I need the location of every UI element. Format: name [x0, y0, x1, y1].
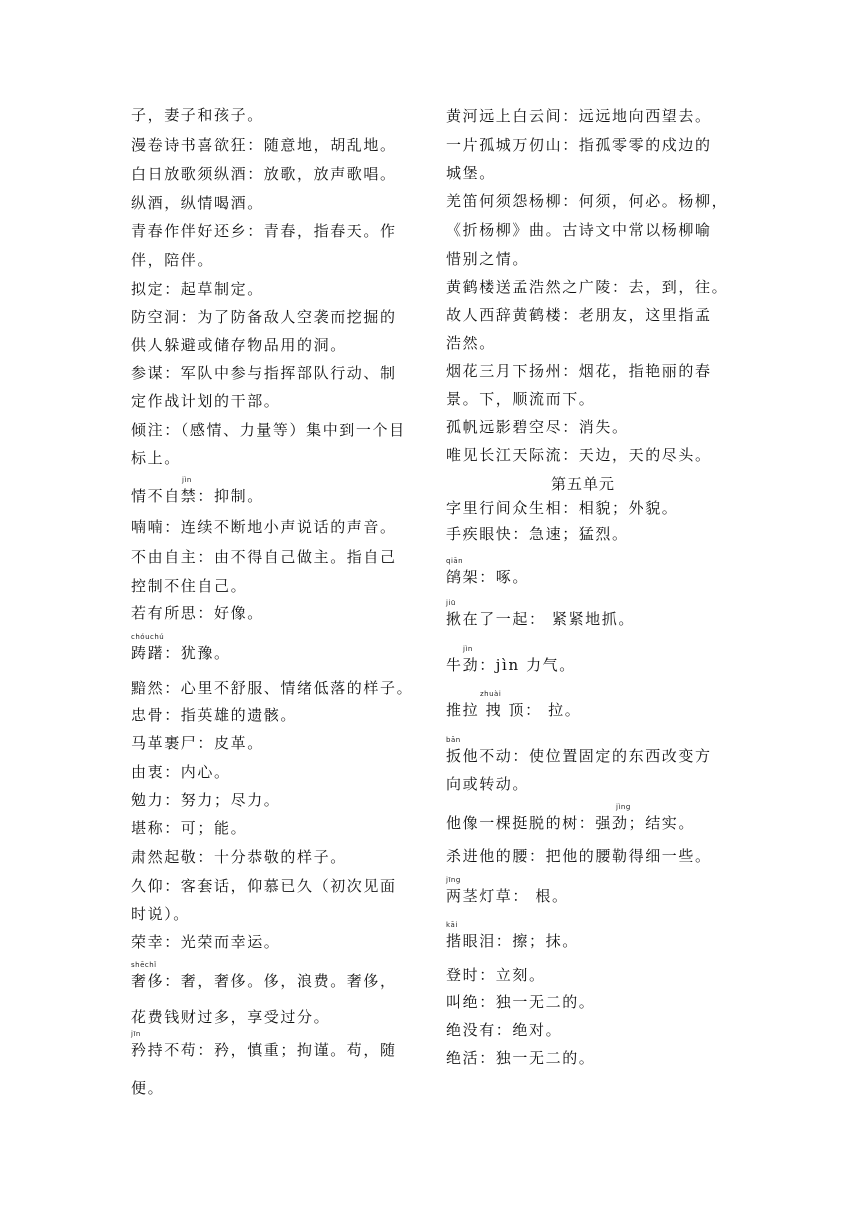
text-line: 揩眼泪：擦；抹。: [446, 932, 579, 950]
text-line: 绝没有：绝对。: [446, 1021, 563, 1039]
text-line: 堪称：可；能。: [131, 819, 248, 837]
text-line: 勉力：努力；尽力。: [131, 791, 281, 809]
text-line: 推拉 拽 顶： 拉。: [446, 701, 582, 719]
pinyin-annotation: chóuchú: [131, 633, 165, 641]
text-line: 登时：立刻。: [446, 966, 546, 984]
text-line: 防空洞：为了防备敌人空袭而挖掘的: [131, 308, 397, 326]
text-line: 忠骨：指英雄的遗骸。: [131, 706, 298, 724]
pinyin-annotation: jìng: [616, 803, 631, 811]
text-line: 若有所思：好像。: [131, 604, 264, 622]
text-line: 肃然起敬：十分恭敬的样子。: [131, 848, 347, 866]
text-line: 伴，陪伴。: [131, 251, 215, 269]
text-line: 奢侈：奢，奢侈。侈，浪费。奢侈，: [131, 972, 397, 990]
text-line: 景。下，顺流而下。: [446, 390, 596, 408]
text-line: 供人躲避或储存物品用的洞。: [131, 336, 347, 354]
text-line: 荣幸：光荣而幸运。: [131, 933, 281, 951]
text-line: 羌笛何须怨杨柳：何须，何必。杨柳，: [446, 192, 729, 210]
text-line: 唯见长江天际流：天边，天的尽头。: [446, 446, 712, 464]
text-line: 情不自禁：抑制。: [131, 487, 264, 505]
text-line: 标上。: [131, 449, 181, 467]
text-line: 黄河远上白云间：远远地向西望去。: [446, 107, 712, 125]
text-line: 一片孤城万仞山：指孤零零的戍边的: [446, 136, 712, 154]
pinyin-annotation: zhuài: [480, 690, 502, 698]
text-line: 绝活：独一无二的。: [446, 1049, 596, 1067]
text-line: 黄鹤楼送孟浩然之广陵：去，到，往。: [446, 278, 729, 296]
text-line: 城堡。: [446, 164, 496, 182]
text-line: 叫绝：独一无二的。: [446, 993, 596, 1011]
text-line: 不由自主：由不得自己做主。指自己: [131, 548, 397, 566]
text-line: 《折杨柳》曲。古诗文中常以杨柳喻: [446, 221, 712, 239]
text-line: 倾注：（感情、力量等）集中到一个目: [131, 421, 406, 439]
text-line: 惜别之情。: [446, 250, 530, 268]
text-line: 定作战计划的干部。: [131, 392, 281, 410]
section-heading: 第五单元: [551, 475, 616, 493]
text-line: 踌躇：犹豫。: [131, 644, 231, 662]
text-line: 时说）。: [131, 905, 190, 923]
text-line: 白日放歌须纵酒：放歌，放声歌唱。: [131, 165, 397, 183]
pinyin-annotation: qiān: [446, 557, 464, 565]
text-line: 子，妻子和孩子。: [131, 106, 264, 124]
text-line: 牛劲：jìn 力气。: [446, 656, 576, 674]
text-line: 浩然。: [446, 334, 496, 352]
pinyin-annotation: jīn: [131, 1030, 141, 1038]
text-line: 两茎灯草： 根。: [446, 887, 569, 905]
text-line: 故人西辞黄鹤楼：老朋友，这里指孟: [446, 306, 712, 324]
text-line: 揪在了一起： 紧紧地抓。: [446, 610, 635, 628]
text-line: 烟花三月下扬州：烟花，指艳丽的春: [446, 362, 712, 380]
text-line: 字里行间众生相：相貌；外貌。: [446, 499, 679, 517]
text-line: 杀进他的腰：把他的腰勒得细一些。: [446, 847, 712, 865]
text-line: 手疾眼快：急速；猛烈。: [446, 525, 629, 543]
pinyin-annotation: kāi: [446, 921, 458, 929]
text-line: 纵酒，纵情喝酒。: [131, 194, 264, 212]
text-line: 由衷：内心。: [131, 763, 231, 781]
text-line: 花费钱财过多，享受过分。: [131, 1008, 331, 1026]
pinyin-annotation: jiū: [446, 599, 456, 607]
text-line: 青春作伴好还乡：青春，指春天。作: [131, 222, 397, 240]
text-line: 便。: [131, 1079, 165, 1097]
text-line: 他像一棵挺脱的树：强劲；结实。: [446, 814, 696, 832]
text-line: 黯然：心里不舒服、情绪低落的样子。: [131, 679, 414, 697]
text-line: 拟定：起草制定。: [131, 280, 264, 298]
text-line: 漫卷诗书喜欲狂：随意地，胡乱地。: [131, 136, 397, 154]
text-line: 鹐架：啄。: [446, 568, 530, 586]
text-line: 参谋：军队中参与指挥部队行动、制: [131, 364, 397, 382]
text-line: 矜持不苟：矜，慎重；拘谨。苟，随: [131, 1041, 397, 1059]
pinyin-annotation: shēchǐ: [131, 961, 157, 969]
text-line: 喃喃：连续不断地小声说话的声音。: [131, 518, 397, 536]
pinyin-annotation: jìn: [463, 645, 473, 653]
pinyin-annotation: jìn: [182, 476, 192, 484]
text-line: 孤帆远影碧空尽：消失。: [446, 418, 629, 436]
pinyin-annotation: bān: [446, 736, 461, 744]
text-line: 向或转动。: [446, 775, 530, 793]
text-line: 马革裹尸：皮革。: [131, 734, 264, 752]
text-line: 扳他不动：使位置固定的东西改变方: [446, 747, 712, 765]
text-line: 控制不住自己。: [131, 577, 248, 595]
text-line: 久仰：客套话，仰慕已久（初次见面: [131, 877, 397, 895]
pinyin-annotation: jīng: [446, 876, 461, 884]
